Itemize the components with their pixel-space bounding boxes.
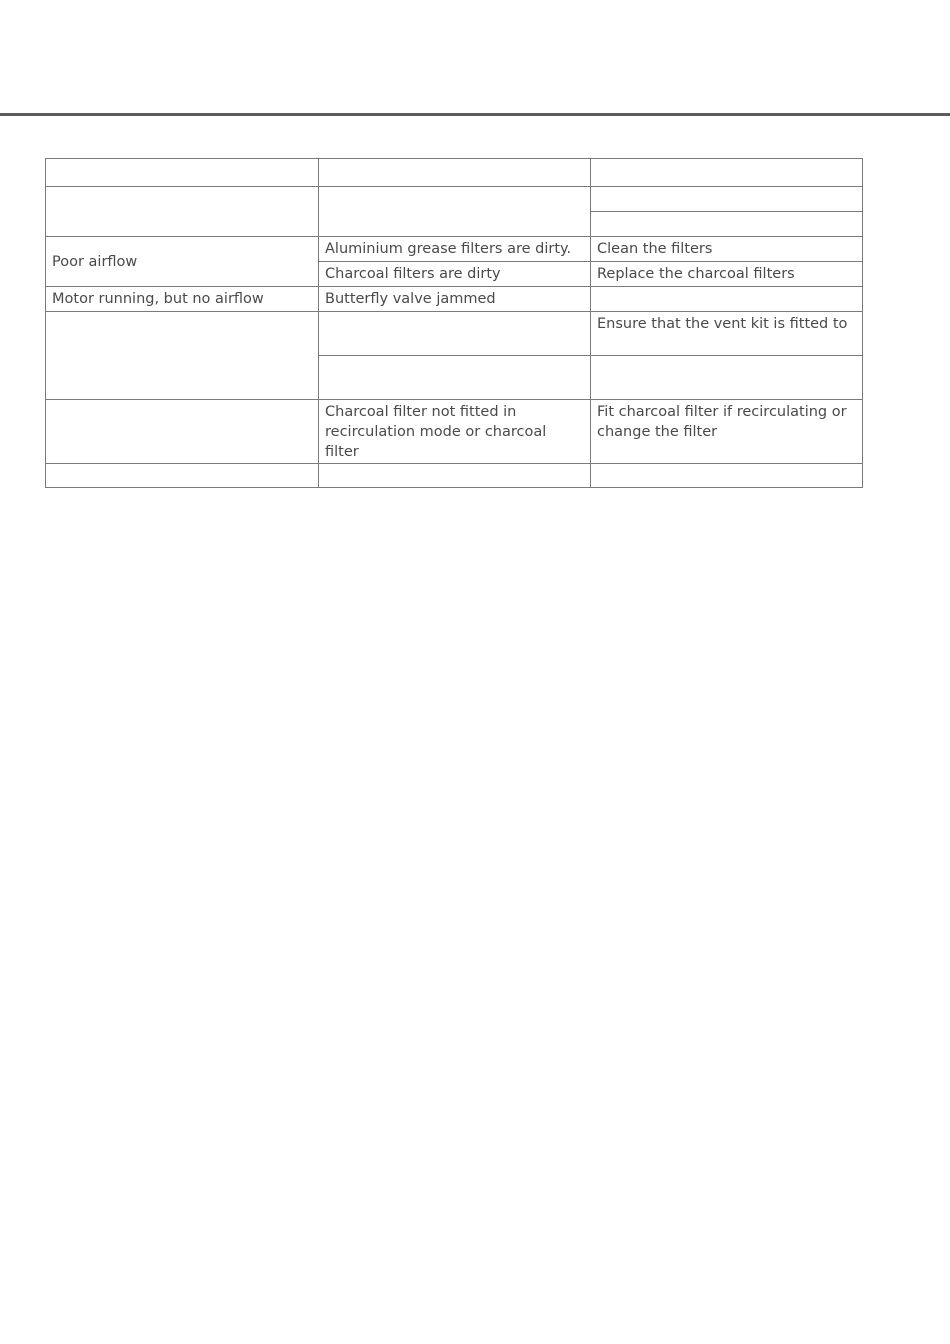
problem-cell: Motor running, but no airflow [46,287,319,312]
cause-cell [319,312,591,356]
table-row [46,312,863,356]
cause-cell [319,187,591,237]
cause-cell: Charcoal filter not fitted in recirculation mode or charcoal filter [319,400,591,464]
solution-cell [591,187,863,212]
cause-cell [319,356,591,400]
cause-cell [319,464,591,488]
table-row [46,464,863,488]
table-header-row [46,159,863,187]
solution-cell: Ensure that the vent kit is fitted to [591,312,863,356]
table-row [46,287,863,312]
header-cell-cause [319,159,591,187]
solution-cell [591,287,863,312]
header-rule [0,113,950,116]
solution-cell: Replace the charcoal filters [591,262,863,287]
solution-cell [591,464,863,488]
problem-cell [46,400,319,464]
problem-cell [46,464,319,488]
problem-cell [46,312,319,400]
solution-cell: Clean the filters [591,237,863,262]
problem-cell: Poor airflow [46,237,319,287]
cause-cell: Butterfly valve jammed [319,287,591,312]
table-row [46,400,863,464]
header-cell-problem [46,159,319,187]
solution-cell [591,212,863,237]
cause-cell: Charcoal filters are dirty [319,262,591,287]
troubleshooting-table [45,158,863,488]
table-row [46,187,863,212]
table-row [46,237,863,262]
cause-cell: Aluminium grease filters are dirty. [319,237,591,262]
header-cell-solution [591,159,863,187]
solution-cell: Fit charcoal filter if recirculating or change the filter [591,400,863,464]
solution-cell [591,356,863,400]
problem-cell [46,187,319,237]
